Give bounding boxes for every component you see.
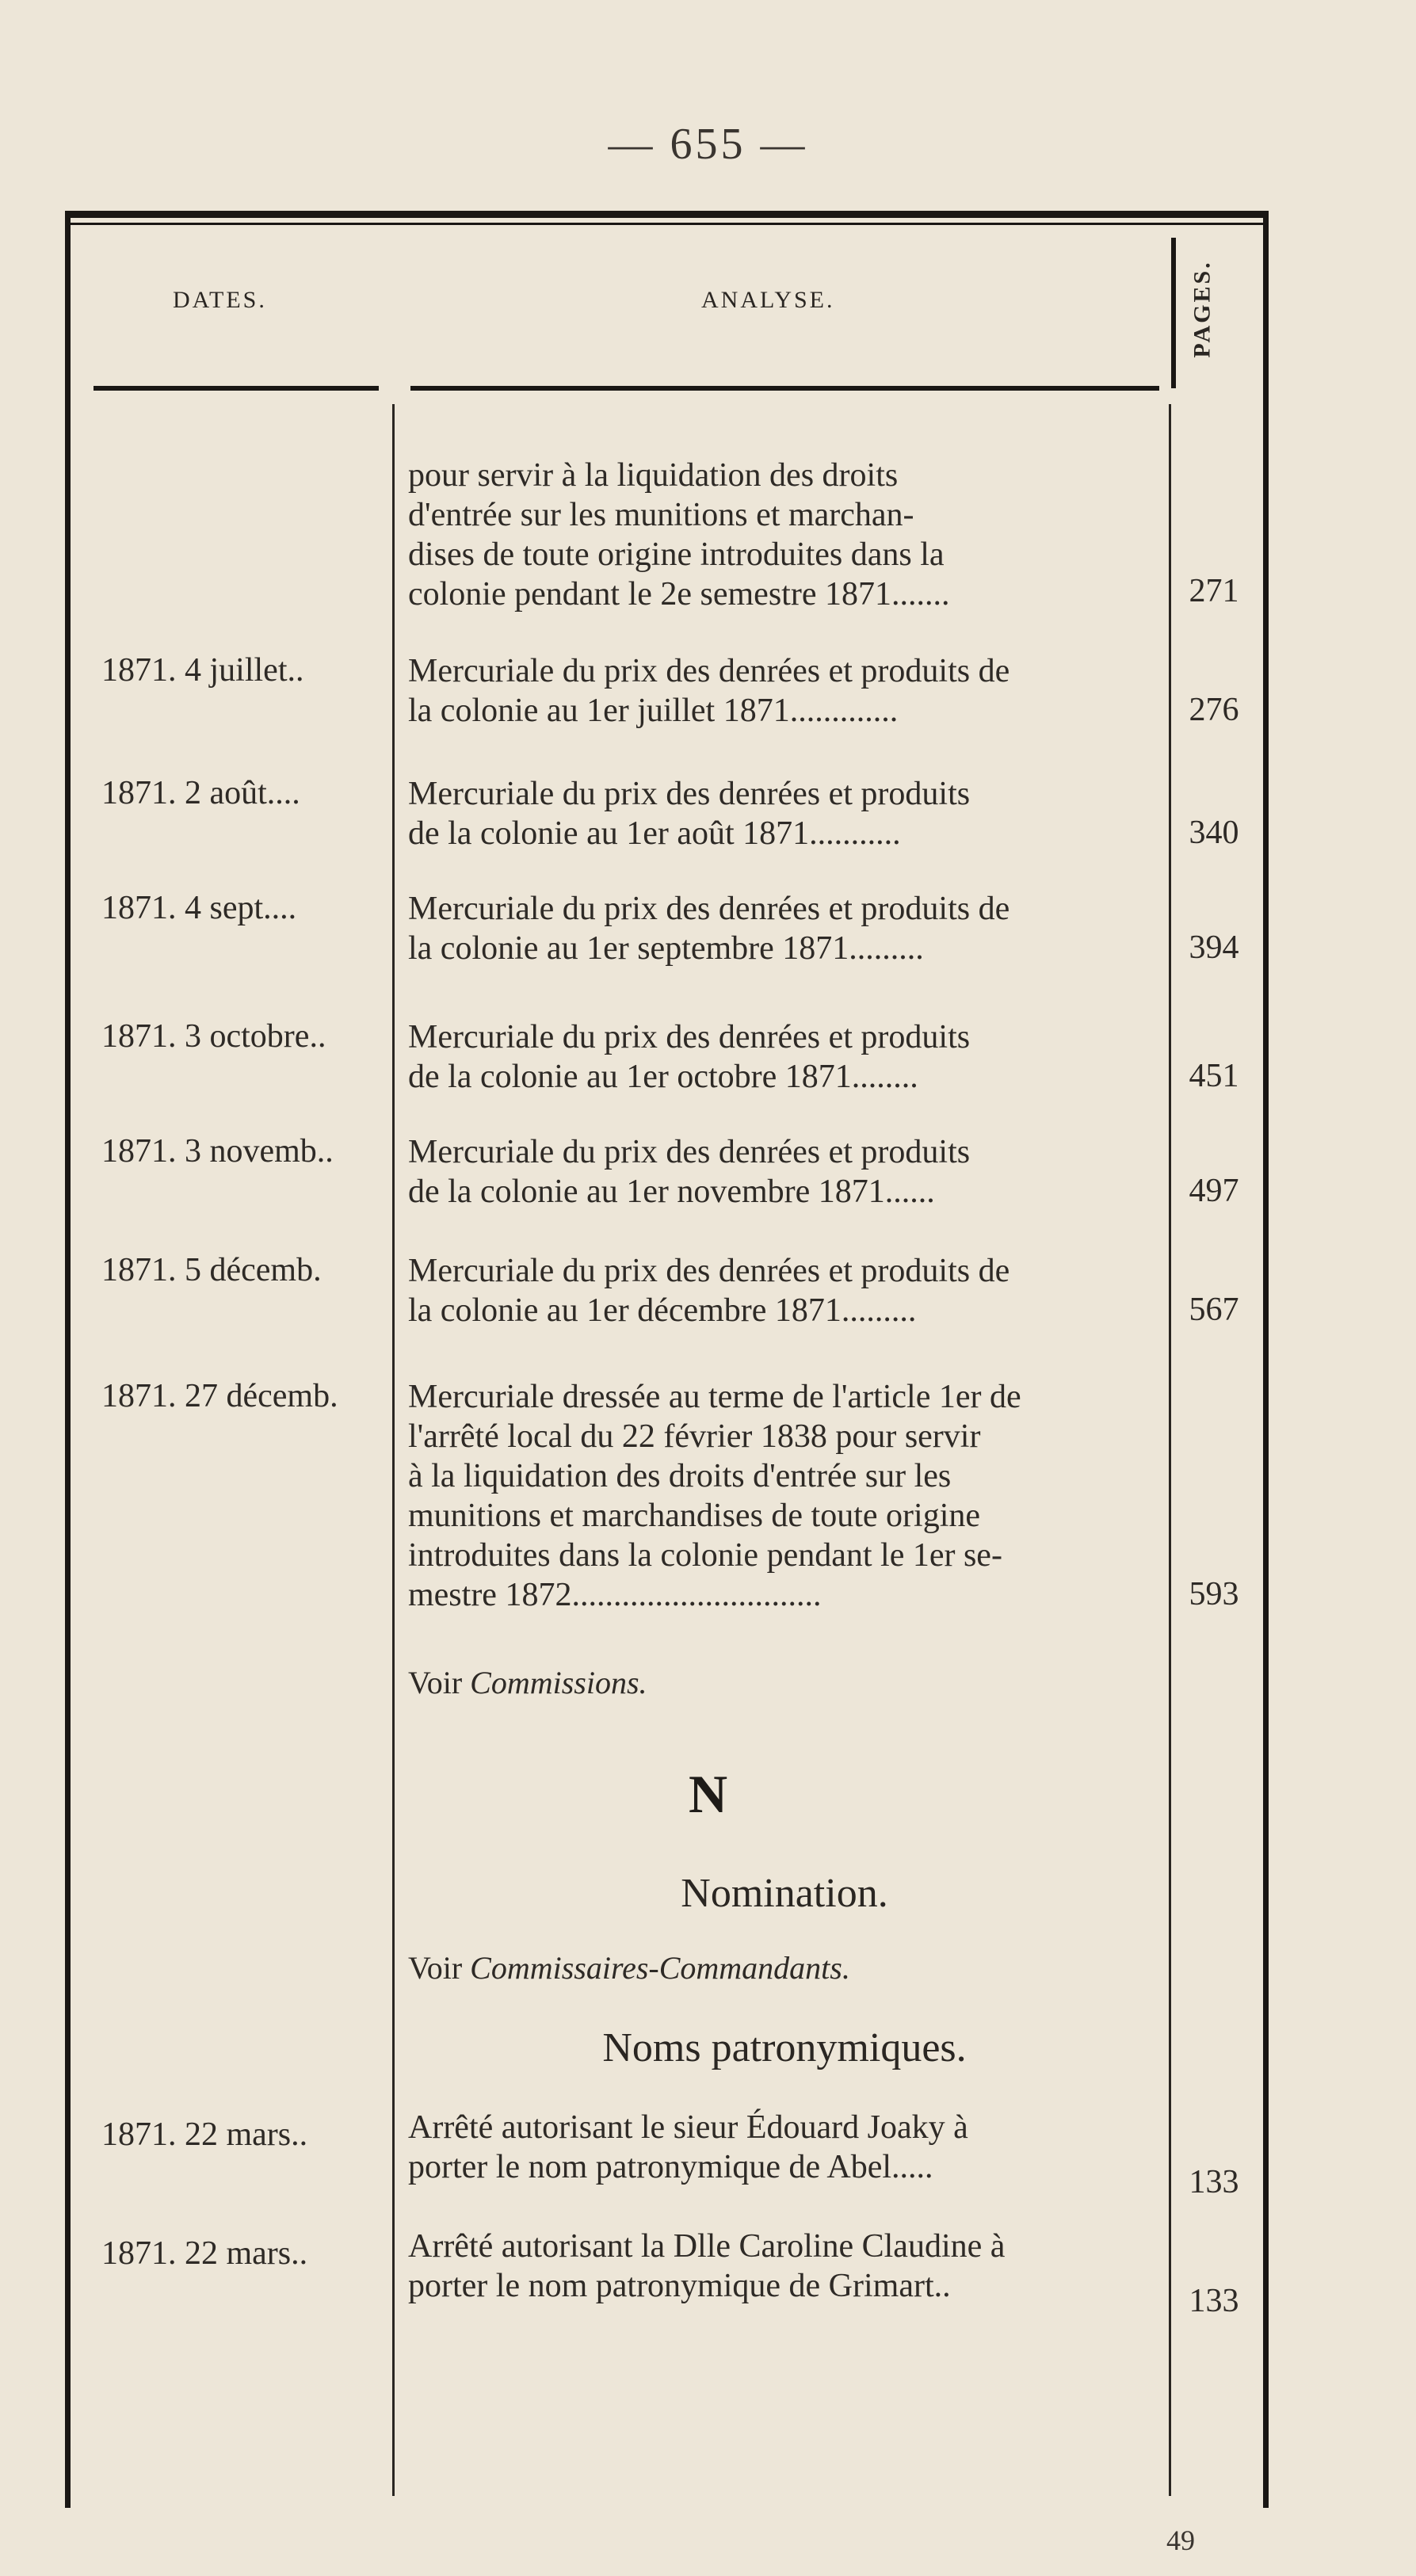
entry-date: 1871. 2 août.... [101, 775, 300, 811]
entry-text: Mercuriale dressée au terme de l'article 1er de l'arrêté local du 22 février 1838 pour servir à la liquidation des droits d'entrée sur les munitions et marchandises de toute origine introduites dans la colonie pendant le 1er se- mestre 1872.............................. [408, 1379, 1021, 1613]
entry-date: 1871. 4 sept.... [101, 890, 297, 926]
divider-dates [392, 404, 395, 2496]
entry-text: pour servir à la liquidation des droits d'entrée sur les munitions et marchan- dises de toute origine introduites dans la colonie pendant le 2e semestre 1871....... [408, 457, 950, 613]
entry-date: 1871. 3 novemb.. [101, 1133, 334, 1170]
entry-page: 593 [1189, 1576, 1239, 1612]
entry-page: 276 [1189, 692, 1239, 728]
header-analyse: ANALYSE. [701, 287, 835, 313]
entry-text: Mercuriale du prix des denrées et produits de la colonie au 1er juillet 1871............. [408, 653, 1010, 729]
header-dates: DATES. [173, 287, 267, 313]
footer-signature-number: 49 [1166, 2524, 1195, 2556]
entry-text: Mercuriale du prix des denrées et produits de la colonie au 1er octobre 1871........ [408, 1019, 971, 1095]
entry-date: 1871. 22 mars.. [101, 2116, 308, 2153]
entry-page: 340 [1189, 815, 1239, 851]
divider-pages [1169, 404, 1171, 2496]
entry-page: 567 [1189, 1292, 1239, 1328]
entry-page: 133 [1189, 2164, 1239, 2200]
entry-text: Arrêté autorisant la Dlle Caroline Claudine à porter le nom patronymique de Grimart.. [408, 2228, 1006, 2304]
entry-date: 1871. 22 mars.. [101, 2235, 308, 2272]
entry-date: 1871. 3 octobre.. [101, 1018, 326, 1055]
header-pages: PAGES. [1189, 260, 1216, 358]
entry-page: 451 [1189, 1058, 1239, 1094]
entry-text: Mercuriale du prix des denrées et produits de la colonie au 1er décembre 1871......... [408, 1253, 1010, 1329]
entry-page: 394 [1189, 929, 1239, 966]
entry-page: 271 [1189, 573, 1239, 609]
section-letter: N [688, 1764, 728, 1824]
entry-date: 1871. 27 décemb. [101, 1378, 338, 1414]
entry-text: Mercuriale du prix des denrées et produits de la colonie au 1er août 1871........... [408, 776, 971, 852]
header-pages-bar [1171, 238, 1176, 388]
entry-text: Arrêté autorisant le sieur Édouard Joaky à porter le nom patronymique de Abel..... [408, 2109, 968, 2185]
see-also-commissaires: Voir Commissaires-Commandants. [408, 1950, 850, 1986]
see-also-commissions: Voir Commissions. [408, 1665, 647, 1700]
header-rule-dates [94, 386, 379, 391]
section-title-noms: Noms patronymiques. [602, 2025, 967, 2070]
entry-text: Mercuriale du prix des denrées et produits de la colonie au 1er septembre 1871......... [408, 891, 1010, 967]
entry-page: 497 [1189, 1173, 1239, 1209]
header-rule-analyse [410, 386, 1159, 391]
page-number: — 655 — [608, 120, 808, 169]
entry-date: 1871. 4 juillet.. [101, 652, 304, 689]
entry-text: Mercuriale du prix des denrées et produits de la colonie au 1er novembre 1871...... [408, 1134, 971, 1210]
entry-page: 133 [1189, 2283, 1239, 2319]
section-title-nomination: Nomination. [681, 1871, 888, 1916]
entry-date: 1871. 5 décemb. [101, 1252, 322, 1288]
